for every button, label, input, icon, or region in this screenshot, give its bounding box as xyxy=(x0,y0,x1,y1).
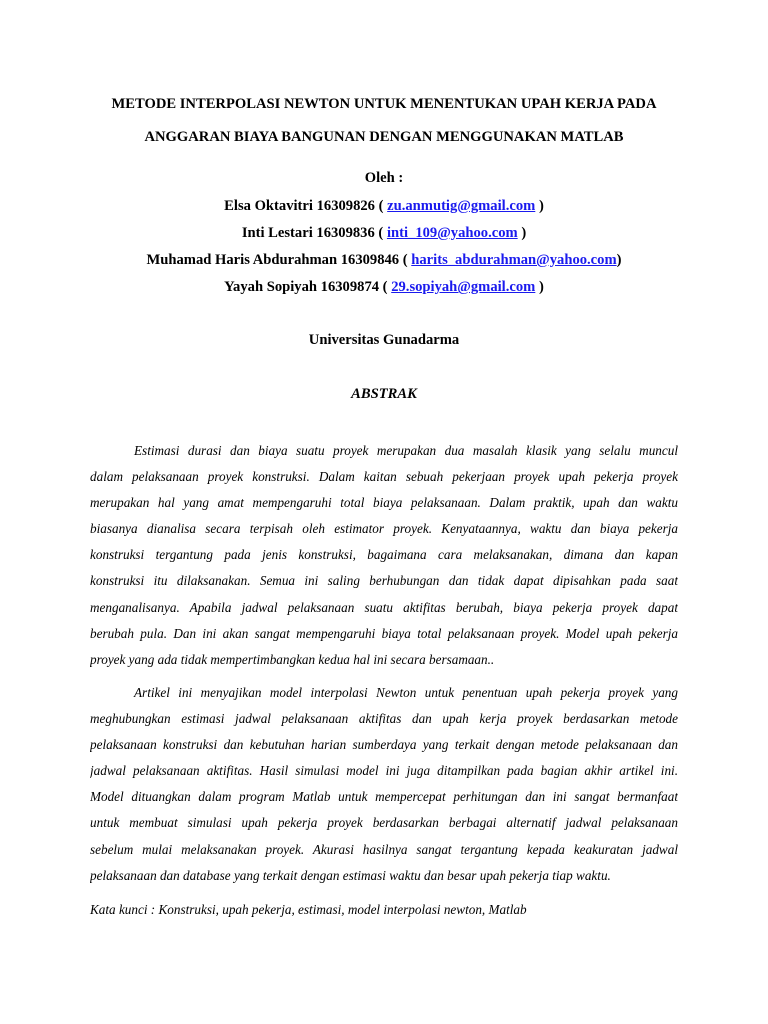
text-line: biasanya dianalisa secara terpisah oleh estimator proyek. Kenyataannya, waktu dan biaya pekerja xyxy=(90,521,678,537)
author-3: Muhamad Haris Abdurahman 16309846 ( harits_abdurahman@yahoo.com) xyxy=(146,252,622,268)
abstract-paragraph-2 xyxy=(90,680,678,889)
text-line: konstruksi itu dilaksanakan. Semua ini saling berhubungan dan tidak dapat dipisahkan pada saat xyxy=(90,573,678,589)
author-4-email-link[interactable]: 29.sopiyah@gmail.com xyxy=(391,279,536,295)
text-line: merupakan hal yang amat mempengaruhi total biaya pelaksanaan. Dalam praktik, upah dan waktu xyxy=(90,495,678,511)
text-line: pelaksanaan konstruksi dan kebutuhan harian sumberdaya yang terkait dengan metode pelaksanaan dan xyxy=(90,737,678,753)
text-line: pelaksanaan dan database yang terkait dengan estimasi waktu dan besar upah pekerja tiap waktu. xyxy=(90,867,611,883)
text-line: proyek yang ada tidak mempertimbangkan kedua hal ini secara bersamaan.. xyxy=(90,651,495,667)
author-2-email-link[interactable]: inti_109@yahoo.com xyxy=(386,225,518,241)
text-line: jadwal pelaksanaan aktifitas. Hasil simulasi model ini juga ditampilkan pada bagian akhir artikel ini. xyxy=(90,763,678,779)
affiliation: Universitas Gunadarma xyxy=(308,332,460,348)
author-3-email-link[interactable]: harits_abdurahman@yahoo.com xyxy=(411,252,617,268)
text-line: Artikel ini menyajikan model interpolasi Newton untuk penentuan upah pekerja proyek yang xyxy=(134,685,678,700)
title-line-2: ANGGARAN BIAYA BANGUNAN DENGAN MENGGUNAKAN MATLAB xyxy=(144,129,624,145)
author-2: Inti Lestari 16309836 ( inti_109@yahoo.com ) xyxy=(241,225,527,241)
abstract-heading: ABSTRAK xyxy=(351,386,417,402)
text-line: untuk membuat simulasi upah pekerja proyek berdasarkan berbagai alternatif jadwal pelaksanaan xyxy=(90,815,678,831)
abstract-paragraph-1 xyxy=(90,438,678,673)
text-line: meghubungkan estimasi jadwal pelaksanaan aktifitas dan upah kerja proyek berdasarkan metode xyxy=(90,711,678,727)
text-line: menganalisanya. Apabila jadwal pelaksanaan suatu aktifitas berubah, biaya pekerja proyek dapat xyxy=(90,599,678,615)
author-1-email-link[interactable]: zu.anmutig@gmail.com xyxy=(387,198,536,214)
text-line: Model dituangkan dalam program Matlab untuk mempercepat perhitungan dan ini sangat bermanfaat xyxy=(90,789,678,805)
author-4: Yayah Sopiyah 16309874 ( 29.sopiyah@gmail.com ) xyxy=(224,279,544,295)
keywords: Kata kunci : Konstruksi, upah pekerja, estimasi, model interpolasi newton, Matlab xyxy=(90,902,527,917)
paper-title xyxy=(0,88,768,154)
text-line: dalam pelaksanaan proyek konstruksi. Dalam kaitan sebuah pekerjaan proyek upah pekerja proyek xyxy=(90,469,678,485)
text-line: sebelum mulai melaksanakan proyek. Akurasi hasilnya sangat tergantung kepada keakuratan jadwal xyxy=(90,841,678,857)
text-line: Estimasi durasi dan biaya suatu proyek merupakan dua masalah klasik yang selalu muncul xyxy=(134,443,678,458)
title-line-1: METODE INTERPOLASI NEWTON UNTUK MENENTUKAN UPAH KERJA PADA xyxy=(111,96,657,112)
text-line: konstruksi tergantung pada jenis konstruksi, bagaimana cara melaksanakan, dimana dan kapan xyxy=(90,547,678,563)
byline-label: Oleh : xyxy=(364,170,404,186)
text-line: berubah pula. Dan ini akan sangat mempengaruhi biaya total pelaksanaan proyek. Model upah pekerja xyxy=(90,625,678,641)
author-1: Elsa Oktavitri 16309826 ( zu.anmutig@gmail.com ) xyxy=(224,198,544,214)
